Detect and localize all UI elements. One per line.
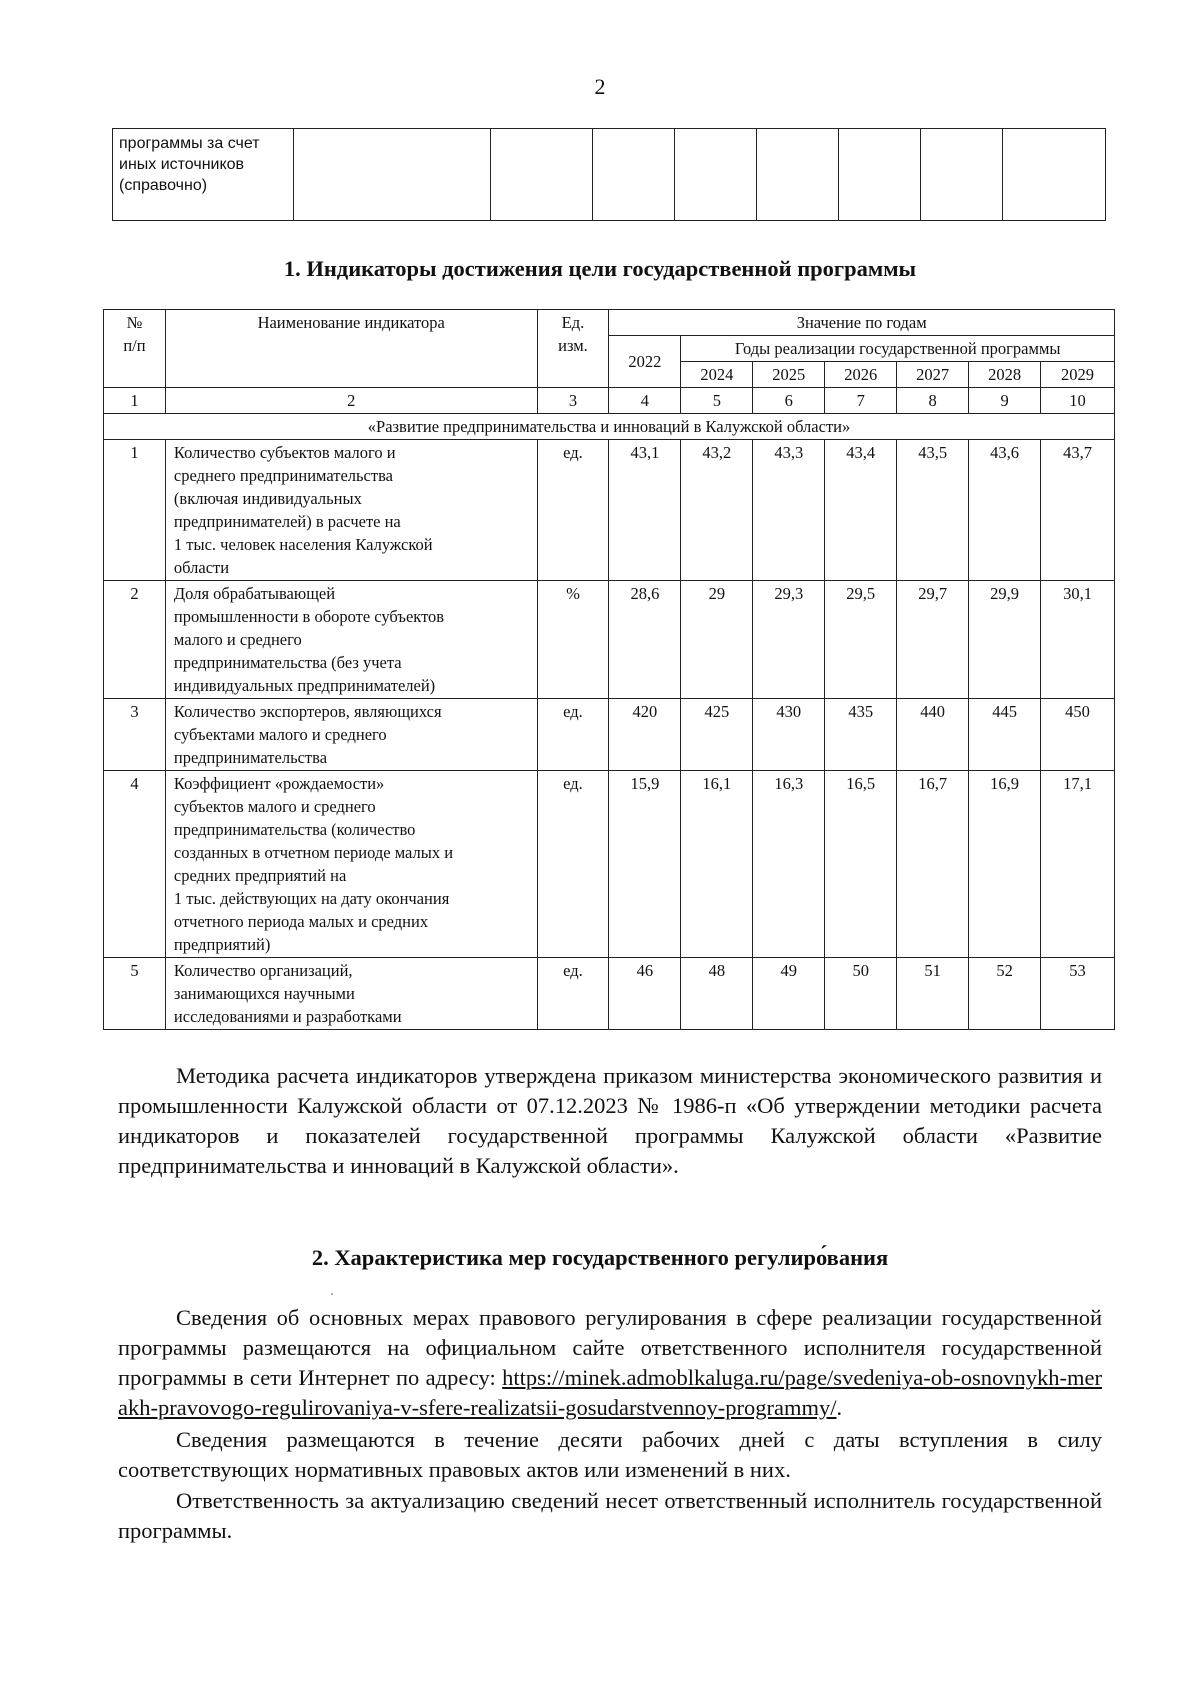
indicator-name — [165, 581, 537, 699]
indicator-value: 16,7 — [897, 771, 969, 958]
indicator-value: 48 — [681, 958, 753, 1030]
table-section-title: «Развитие предпринимательства и инноваций в Калужской области» — [104, 414, 1115, 440]
indicator-value: 43,4 — [825, 440, 897, 581]
column-number: 5 — [681, 388, 753, 414]
column-number: 7 — [825, 388, 897, 414]
indicator-value: 16,5 — [825, 771, 897, 958]
section-1-heading: 1. Индикаторы достижения цели государственной программы — [283, 256, 917, 281]
responsibility-paragraph: Ответственность за актуализацию сведений несет ответственный исполнитель государственной программы. — [118, 1488, 1102, 1543]
column-number: 8 — [897, 388, 969, 414]
indicator-value: 16,9 — [969, 771, 1041, 958]
indicator-name-line: исследованиями и разработками — [173, 1007, 402, 1026]
indicator-name-line: Количество организаций, — [173, 961, 353, 980]
row-number: 4 — [104, 771, 166, 958]
row-number: 3 — [104, 699, 166, 771]
header-number-line: п/п — [123, 336, 146, 355]
indicator-value: 43,5 — [897, 440, 969, 581]
indicator-name — [165, 440, 537, 581]
header-year: 2027 — [897, 362, 969, 388]
indicator-name — [165, 958, 537, 1030]
indicator-name-line: предпринимательства — [173, 748, 328, 767]
indicator-name — [165, 699, 537, 771]
column-number: 1 — [104, 388, 166, 414]
indicator-value: 29,3 — [753, 581, 825, 699]
indicator-name-line: малого и среднего — [173, 630, 302, 649]
empty-cell — [757, 129, 839, 221]
indicator-unit: ед. — [537, 771, 609, 958]
indicator-value: 430 — [753, 699, 825, 771]
column-number: 6 — [753, 388, 825, 414]
column-number: 10 — [1041, 388, 1115, 414]
table-row — [104, 771, 1115, 958]
indicator-value: 28,6 — [609, 581, 681, 699]
column-number: 3 — [537, 388, 609, 414]
indicator-value: 53 — [1041, 958, 1115, 1030]
regulation-end: . — [836, 1395, 843, 1420]
header-year: 2029 — [1041, 362, 1115, 388]
indicator-name-line: индивидуальных предпринимателей) — [173, 676, 436, 695]
indicator-name-line: 1 тыс. действующих на дату окончания — [173, 889, 450, 908]
indicator-name-line: отчетного периода малых и средних — [173, 912, 429, 931]
indicator-value: 435 — [825, 699, 897, 771]
indicator-value: 51 — [897, 958, 969, 1030]
indicator-name-line: Количество субъектов малого и — [173, 443, 396, 462]
empty-cell — [675, 129, 757, 221]
indicators-table — [103, 309, 1115, 1030]
header-unit — [537, 310, 609, 388]
scan-speck — [331, 1293, 333, 1295]
funding-continuation-table — [112, 128, 1106, 221]
indicator-value: 29 — [681, 581, 753, 699]
indicator-value: 50 — [825, 958, 897, 1030]
indicator-unit: ед. — [537, 440, 609, 581]
indicator-value: 43,1 — [609, 440, 681, 581]
funding-label-line: иных источников — [119, 156, 245, 173]
indicator-name-line: 1 тыс. человек населения Калужской — [173, 535, 433, 554]
page-number: 2 — [594, 74, 606, 99]
empty-cell — [491, 129, 593, 221]
indicator-value: 16,1 — [681, 771, 753, 958]
empty-cell — [593, 129, 675, 221]
indicator-name-line: предпринимательства (количество — [173, 820, 416, 839]
indicator-name-line: Доля обрабатывающей — [173, 584, 336, 603]
indicator-value: 29,9 — [969, 581, 1041, 699]
table-row — [104, 581, 1115, 699]
indicator-value: 420 — [609, 699, 681, 771]
header-number-line: № — [126, 313, 143, 332]
column-number: 2 — [165, 388, 537, 414]
indicator-value: 52 — [969, 958, 1041, 1030]
header-values-by-year: Значение по годам — [609, 310, 1115, 336]
indicator-name-line: Количество экспортеров, являющихся — [173, 702, 442, 721]
indicator-rows — [104, 440, 1115, 1030]
indicator-name — [165, 771, 537, 958]
funding-label-cell — [113, 129, 294, 221]
header-unit-line: Ед. — [561, 313, 585, 332]
empty-cell — [839, 129, 921, 221]
indicator-value: 29,7 — [897, 581, 969, 699]
indicator-name-line: средних предприятий на — [173, 866, 347, 885]
regulation-text: Сведения об основных мерах правового регулирования в сфере реализации государственной программы размещаются на официальном сайте ответственного исполнителя государственной программы в сети Интернет по адресу: — [118, 1305, 1102, 1390]
indicator-name-line: занимающихся научными — [173, 984, 355, 1003]
indicator-name-line: предпринимателей) в расчете на — [173, 512, 401, 531]
indicator-value: 49 — [753, 958, 825, 1030]
indicator-value: 16,3 — [753, 771, 825, 958]
indicator-value: 450 — [1041, 699, 1115, 771]
table-row — [104, 440, 1115, 581]
regulation-link[interactable]: https://minek.admoblkaluga.ru/page/svedeniya-ob-osnovnykh-merakh-pravovogo-regulirovaniya-v-sfere-realizatsii-gosudarstvennoy-programmy/ — [118, 1365, 1102, 1420]
empty-cell — [1003, 129, 1106, 221]
column-number-row — [104, 388, 1115, 414]
header-indicator-name: Наименование индикатора — [165, 310, 537, 388]
indicator-name-line: Коэффициент «рождаемости» — [173, 774, 385, 793]
header-number — [104, 310, 166, 388]
funding-label-line: (справочно) — [119, 177, 208, 194]
table-row — [104, 958, 1115, 1030]
indicator-name-line: предприятий) — [173, 935, 271, 954]
row-number: 1 — [104, 440, 166, 581]
indicator-name-line: (включая индивидуальных — [173, 489, 362, 508]
column-number: 9 — [969, 388, 1041, 414]
indicator-value: 440 — [897, 699, 969, 771]
row-number: 2 — [104, 581, 166, 699]
indicator-value: 17,1 — [1041, 771, 1115, 958]
indicator-value: 46 — [609, 958, 681, 1030]
empty-cell — [294, 129, 491, 221]
indicator-value: 29,5 — [825, 581, 897, 699]
indicator-name-line: субъектами малого и среднего — [173, 725, 387, 744]
header-year: 2026 — [825, 362, 897, 388]
indicator-name-line: среднего предпринимательства — [173, 466, 393, 485]
methodology-paragraph: Методика расчета индикаторов утверждена приказом министерства экономического развития и промышленности Калужской области от 07.12.2023 № 1986-п «Об утверждении методики расчета индикаторов и показателей государственной программы Калужской области «Развитие предпринимательства и инноваций в Калужской области». — [118, 1063, 1102, 1178]
header-base-year: 2022 — [609, 336, 681, 388]
indicator-value: 43,3 — [753, 440, 825, 581]
indicator-unit: ед. — [537, 958, 609, 1030]
indicator-value: 30,1 — [1041, 581, 1115, 699]
header-year: 2028 — [969, 362, 1041, 388]
indicator-unit: % — [537, 581, 609, 699]
indicator-value: 425 — [681, 699, 753, 771]
indicator-value: 43,2 — [681, 440, 753, 581]
indicator-name-line: субъектов малого и среднего — [173, 797, 376, 816]
table-row — [104, 699, 1115, 771]
indicator-name-line: предпринимательства (без учета — [173, 653, 402, 672]
indicator-name-line: промышленности в обороте субъектов — [173, 607, 445, 626]
regulation-paragraph — [118, 1303, 1102, 1423]
section-2-heading: 2. Характеристика мер государственного регулиро́вания — [311, 1245, 889, 1270]
indicator-value: 445 — [969, 699, 1041, 771]
empty-cell — [921, 129, 1003, 221]
indicator-value: 15,9 — [609, 771, 681, 958]
header-year: 2025 — [753, 362, 825, 388]
indicator-value: 43,6 — [969, 440, 1041, 581]
header-unit-line: изм. — [558, 336, 588, 355]
indicator-unit: ед. — [537, 699, 609, 771]
header-year: 2024 — [681, 362, 753, 388]
column-number: 4 — [609, 388, 681, 414]
indicator-name-line: области — [173, 558, 230, 577]
header-program-years: Годы реализации государственной программы — [681, 336, 1115, 362]
indicator-value: 43,7 — [1041, 440, 1115, 581]
row-number: 5 — [104, 958, 166, 1030]
indicator-name-line: созданных в отчетном периоде малых и — [173, 843, 454, 862]
funding-label-line: программы за счет — [119, 135, 260, 152]
publication-paragraph: Сведения размещаются в течение десяти рабочих дней с даты вступления в силу соответствующих нормативных правовых актов или изменений в них. — [118, 1427, 1102, 1482]
